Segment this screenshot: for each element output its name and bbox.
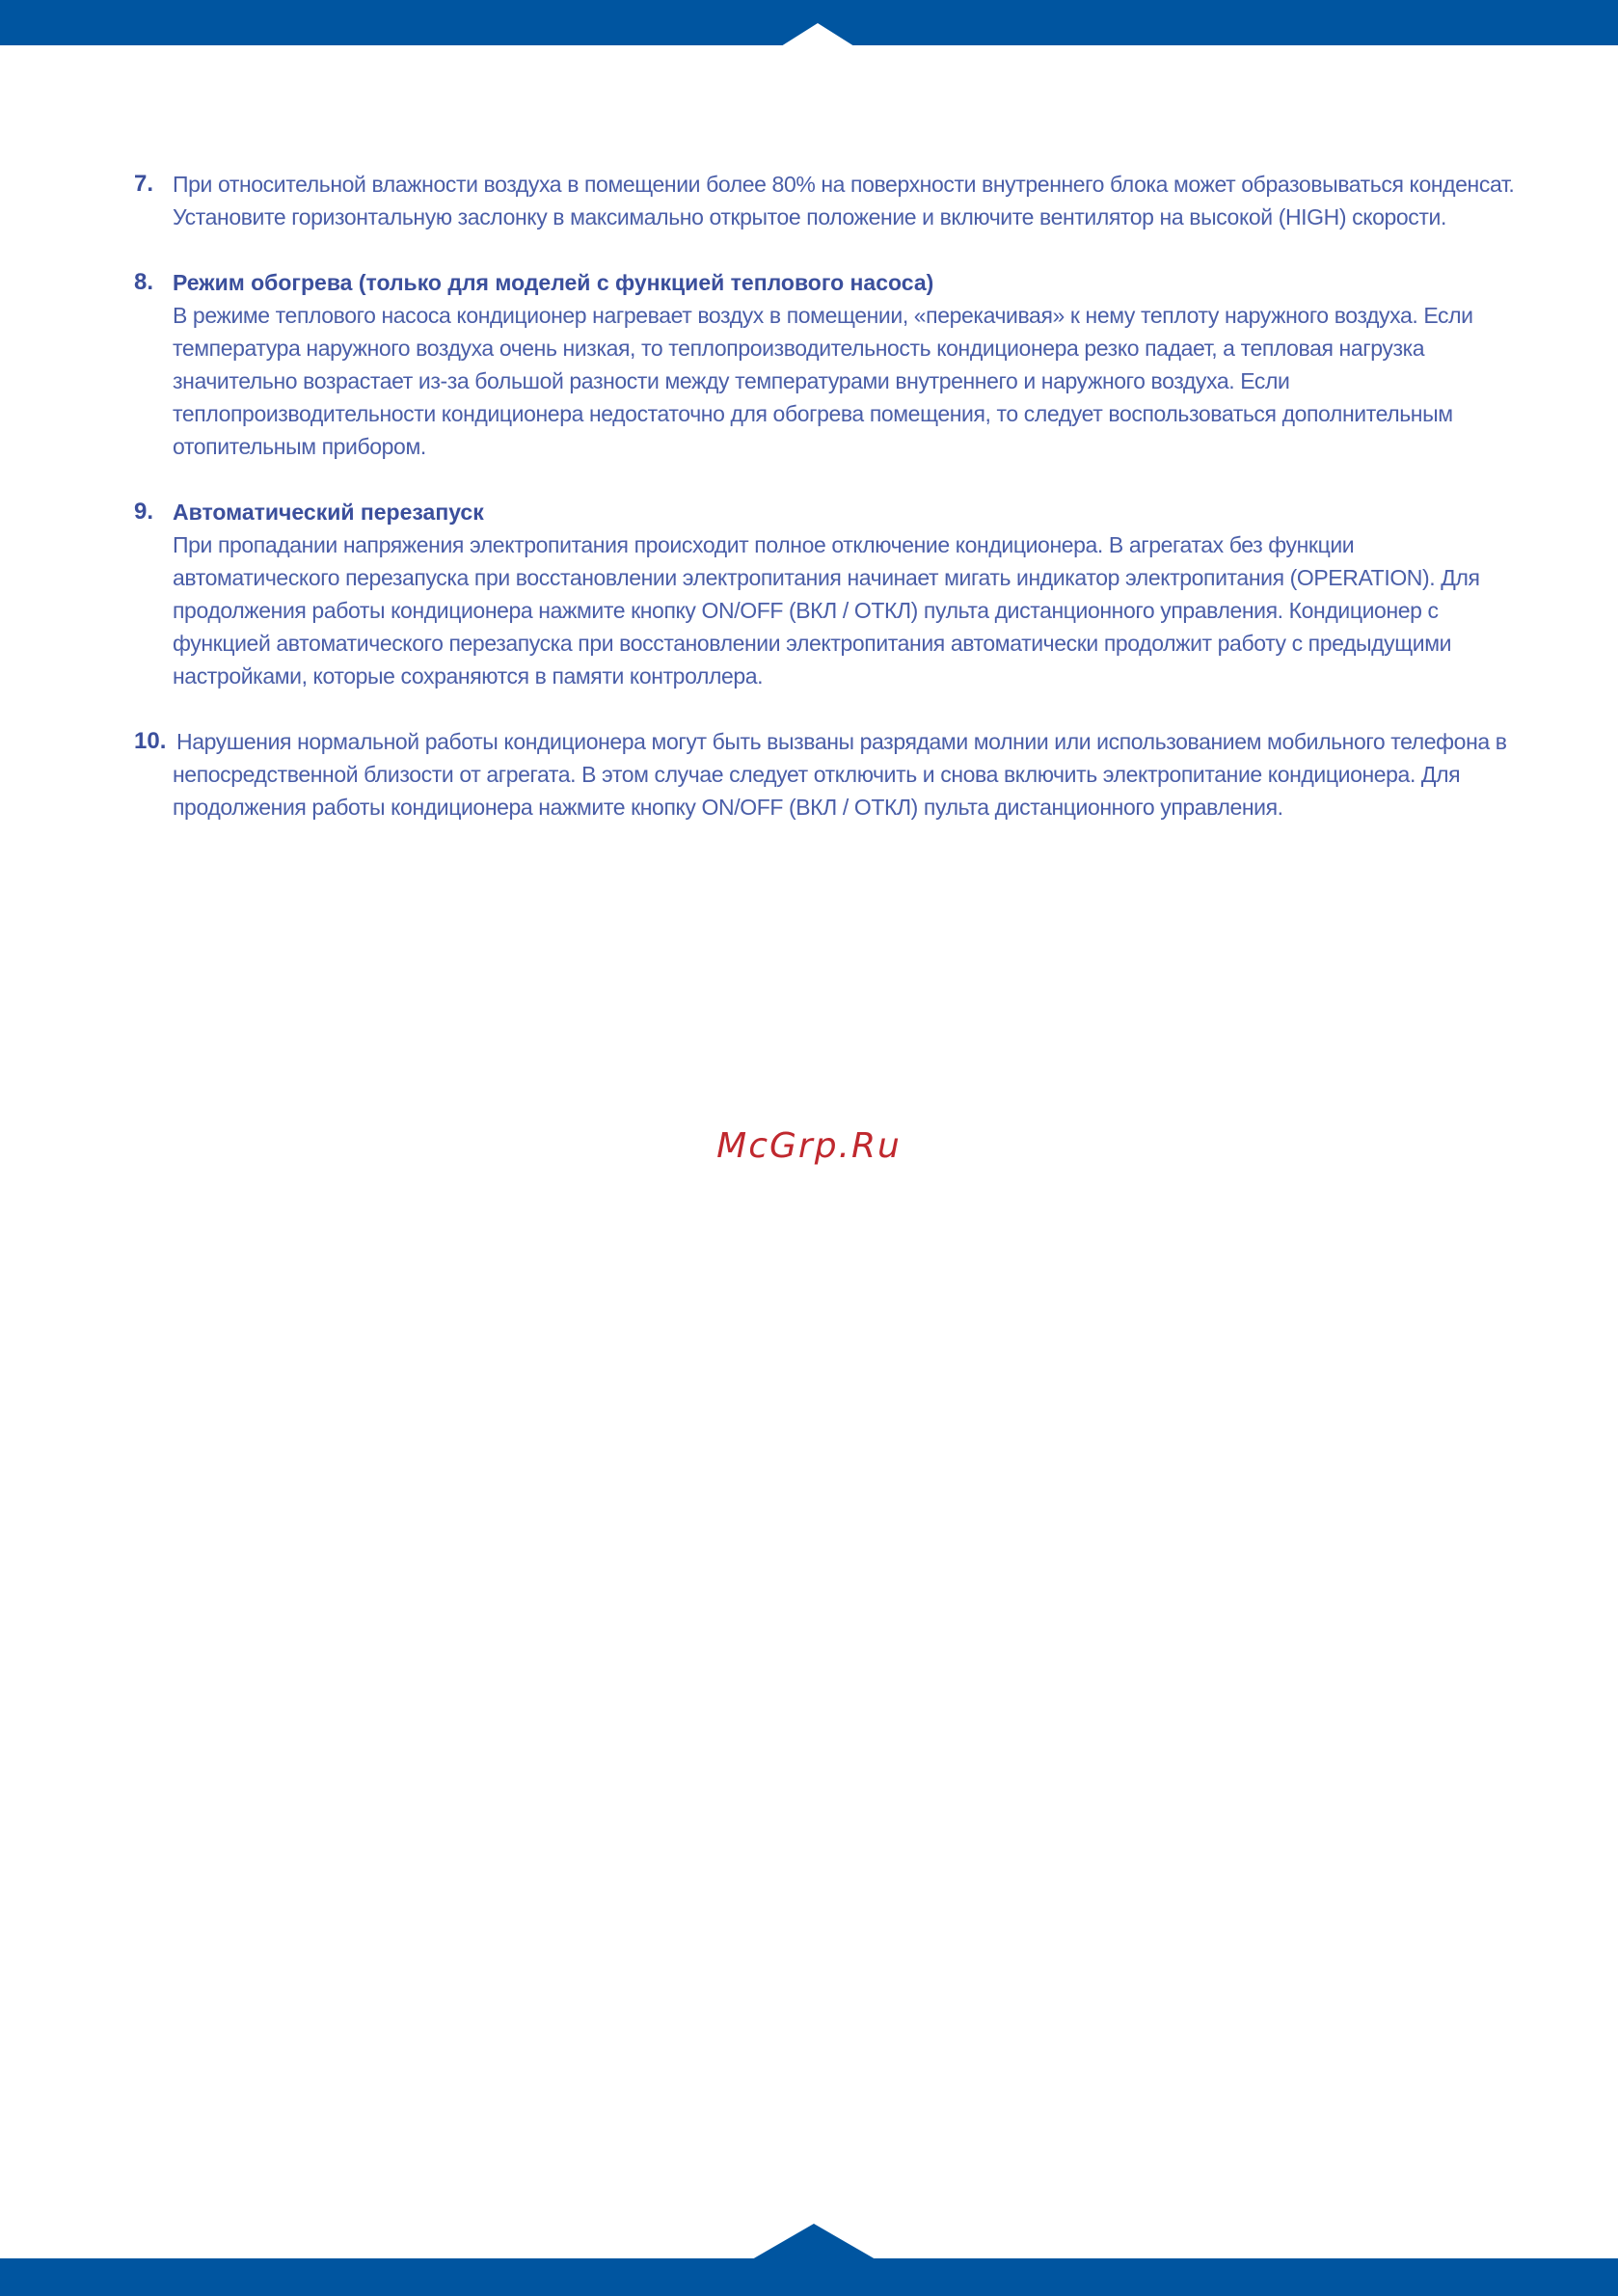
item-title: Автоматический перезапуск xyxy=(173,500,484,525)
list-item-10 xyxy=(134,725,1523,824)
watermark-text: McGrp.Ru xyxy=(716,1126,902,1166)
top-notch-decoration xyxy=(781,23,854,46)
bottom-bump-decoration xyxy=(752,2224,876,2259)
item-title: Режим обогрева (только для моделей с функцией теплового насоса) xyxy=(173,270,934,295)
item-text: При пропадании напряжения электропитания происходит полное отключение кондиционера. В агрегатах без функции автоматического перезапуска при восстановлении электропитания начинает мигать индикатор электропитания (OPERATION). Для продолжения работы кондиционера нажмите кнопку ON/OFF (ВКЛ / ОТКЛ) пульта дистанционного управления. Кондиционер с функцией автоматического перезапуска при восстановлении электропитания автоматически продолжит работу с предыдущими настройками, которые сохраняются в памяти контроллера. xyxy=(173,532,1480,689)
list-item-8 xyxy=(134,266,1523,463)
item-number: 9. xyxy=(134,499,154,525)
list-item-7 xyxy=(134,168,1523,233)
item-number: 10. xyxy=(134,728,167,754)
item-number: 8. xyxy=(134,269,154,295)
document-body xyxy=(134,168,1523,856)
item-text: Нарушения нормальной работы кондиционера могут быть вызваны разрядами молнии или использованием мобильного телефона в непосредственной близости от агрегата. В этом случае следует отключить и снова включить электропитание кондиционера. Для продолжения работы кондиционера нажмите кнопку ON/OFF (ВКЛ / ОТКЛ) пульта дистанционного управления. xyxy=(173,729,1507,820)
item-text: При относительной влажности воздуха в помещении более 80% на поверхности внутреннего блока может образовываться конденсат. Установите горизонтальную заслонку в максимально открытое положение и включите вентилятор на высокой (HIGH) скорости. xyxy=(173,172,1515,230)
list-item-9 xyxy=(134,496,1523,692)
item-number: 7. xyxy=(134,171,154,197)
bottom-footer-bar xyxy=(0,2258,1618,2296)
item-text: В режиме теплового насоса кондиционер нагревает воздух в помещении, «перекачивая» к нему теплоту наружного воздуха. Если температура наружного воздуха очень низкая, то теплопроизводительность кондиционера резко падает, а тепловая нагрузка значительно возрастает из-за большой разности между температурами внутреннего и наружного воздуха. Если теплопроизводительности кондиционера недостаточно для обогрева помещения, то следует воспользоваться дополнительным отопительным прибором. xyxy=(173,303,1473,459)
